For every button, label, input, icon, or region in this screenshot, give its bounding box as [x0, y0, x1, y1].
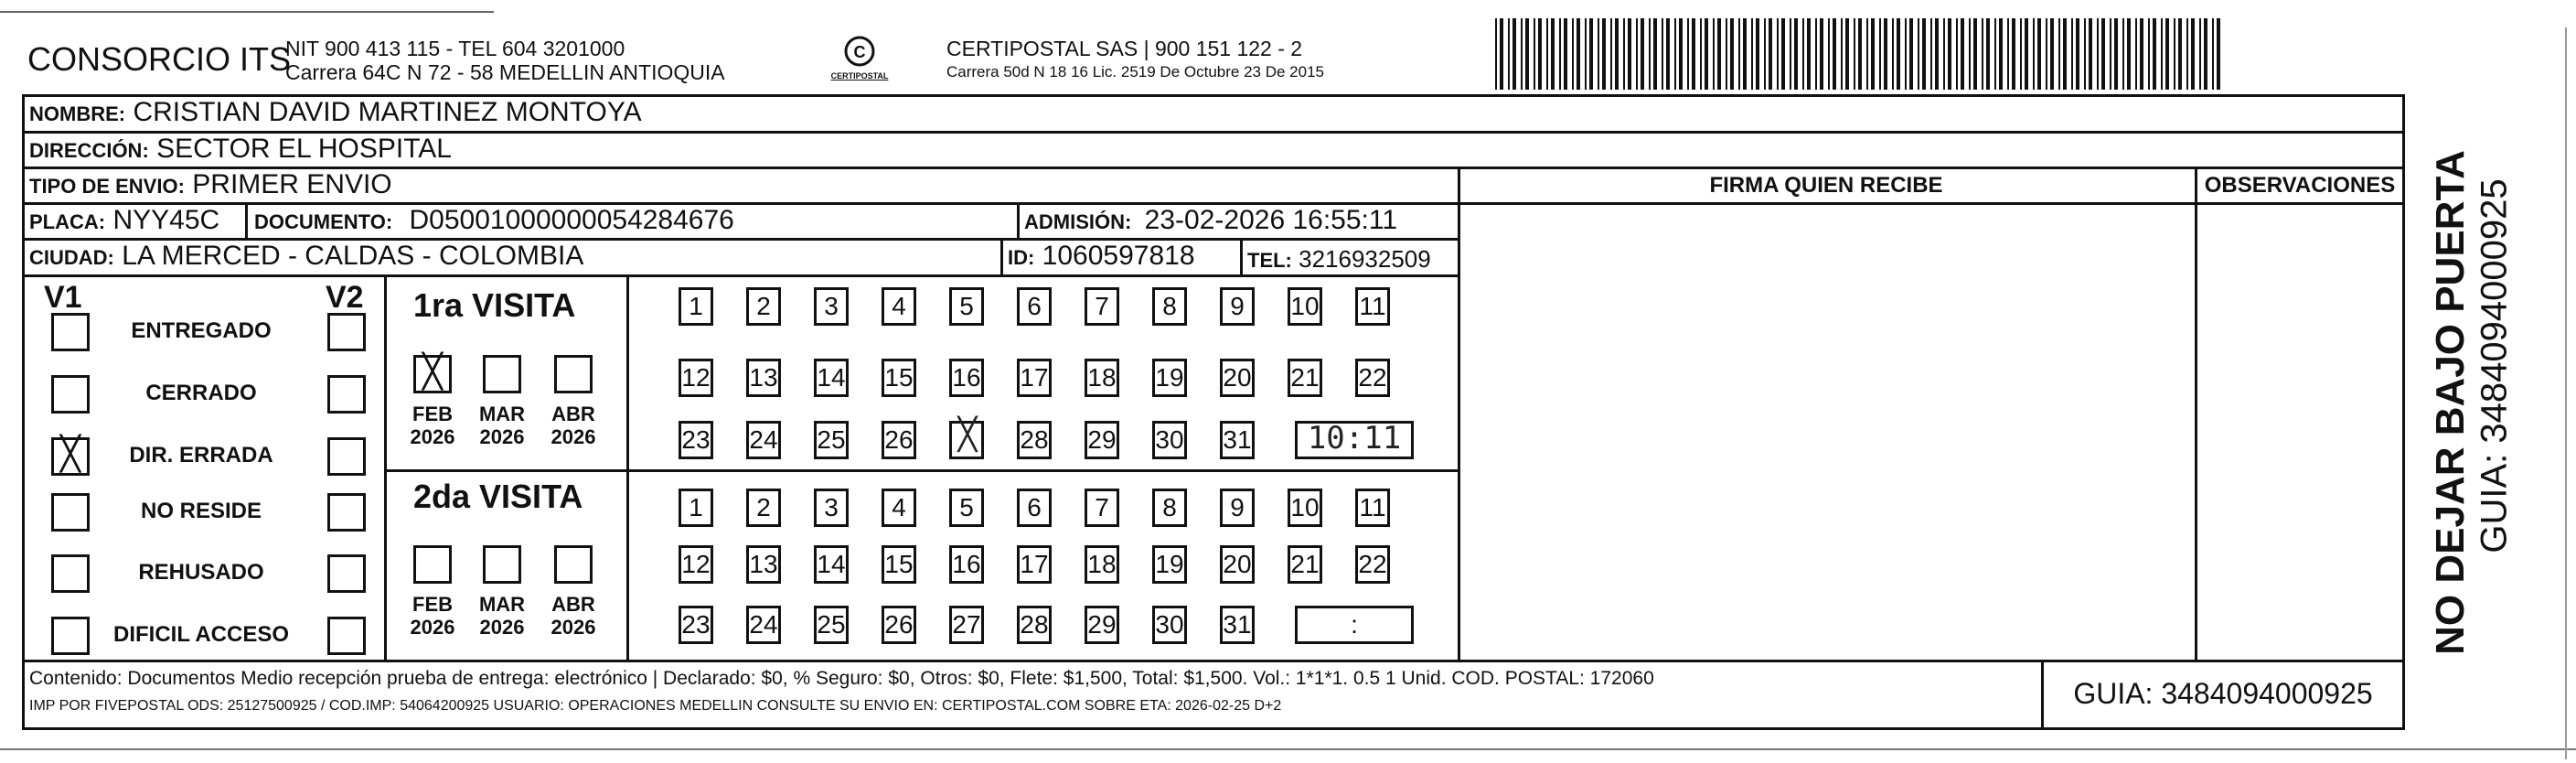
visit2-title: 2da VISITA	[413, 478, 583, 515]
visit1-day-box[interactable]: 1	[679, 287, 713, 326]
cell-divider	[1240, 238, 1243, 274]
barcode-bar	[2127, 18, 2131, 90]
barcode-bar	[2037, 18, 2041, 90]
barcode-bar	[2063, 18, 2067, 90]
visit2-day-box[interactable]: 3	[814, 489, 849, 527]
barcode-bar	[1794, 18, 1798, 90]
admision-label: ADMISIÓN:	[1024, 210, 1132, 233]
status-reason-label: DIFICIL ACCESO	[112, 622, 289, 647]
barcode-bar	[1572, 18, 1574, 90]
direccion-label: DIRECCIÓN:	[29, 139, 149, 162]
visit1-day-box[interactable]: 31	[1220, 421, 1255, 459]
visit1-day-box[interactable]: 5	[949, 287, 984, 326]
firma-header: FIRMA QUIEN RECIBE	[1709, 173, 1943, 198]
v1-checkbox[interactable]	[51, 493, 90, 532]
company-line-2: Carrera 64C N 72 - 58 MEDELLIN ANTIOQUIA	[285, 60, 725, 84]
check-mark: ╳	[422, 353, 443, 391]
barcode-bar	[1585, 18, 1587, 90]
status-reason-label: REHUSADO	[138, 560, 264, 585]
visit1-day-box[interactable]: 30	[1152, 421, 1187, 459]
barcode-bar	[2135, 18, 2137, 90]
barcode-bar	[1764, 18, 1766, 90]
barcode-bar	[1879, 18, 1881, 90]
barcode-bar	[1692, 18, 1695, 90]
observaciones-header: OBSERVACIONES	[2204, 173, 2396, 198]
barcode-bar	[1500, 18, 1503, 90]
visit1-month-label: MAR	[478, 403, 526, 425]
visit2-month-checkbox[interactable]	[483, 545, 521, 584]
placa-label: PLACA:	[29, 210, 106, 233]
visit2-month-checkbox[interactable]	[554, 545, 593, 584]
barcode-bar	[2033, 18, 2035, 90]
barcode-bar	[2110, 18, 2111, 90]
visit1-day-box[interactable]: 2	[746, 287, 781, 326]
footer-guia: GUIA: 3484094000925	[2073, 677, 2373, 710]
barcode-bar	[1982, 18, 1983, 90]
visit1-day-box[interactable]: 29	[1085, 421, 1119, 459]
courier-line-1: CERTIPOSTAL SAS | 900 151 122 - 2	[946, 37, 1303, 60]
barcode-bar	[1969, 18, 1971, 90]
visit1-time-box[interactable]	[1295, 421, 1414, 459]
barcode-bar	[1705, 18, 1708, 90]
visit1-day-box[interactable]: 7	[1085, 287, 1119, 326]
barcode-bar	[1918, 18, 1919, 90]
v1-header: V1	[44, 280, 82, 315]
barcode-bar	[1845, 18, 1849, 90]
ciudad-field	[29, 241, 583, 274]
visit1-day-box[interactable]: 26	[882, 421, 916, 459]
placa-value: NYY45C	[112, 205, 220, 235]
v1-checkbox[interactable]	[51, 313, 90, 351]
barcode-bar	[1828, 18, 1830, 90]
visit2-day-box[interactable]: 23	[679, 606, 713, 644]
visit1-day-box[interactable]: 25	[814, 421, 849, 459]
visit2-day-box[interactable]: 9	[1220, 489, 1255, 527]
barcode-bar	[1495, 18, 1497, 90]
company-line-1: NIT 900 413 115 - TEL 604 3201000	[285, 37, 625, 60]
barcode-bar	[1909, 18, 1913, 90]
visit2-month-label: ABR	[551, 593, 595, 616]
barcode-bar	[2071, 18, 2073, 90]
barcode-bar	[1897, 18, 1900, 90]
barcode-bar	[1577, 18, 1580, 90]
barcode-bar	[2084, 18, 2086, 90]
barcode-bar	[2217, 18, 2220, 90]
barcode-bar	[1610, 18, 1612, 90]
barcode-bar	[1802, 18, 1804, 90]
barcode-bar	[2204, 18, 2207, 90]
visit1-year-label: 2026	[410, 425, 455, 448]
visit1-title: 1ra VISITA	[413, 286, 576, 324]
visit2-day-box[interactable]: 10	[1288, 489, 1322, 527]
visit-month-divider	[626, 274, 629, 662]
observaciones-column-divider	[2195, 167, 2197, 662]
barcode-bar	[2148, 18, 2150, 90]
visit2-day-box[interactable]: 14	[814, 545, 849, 584]
visit1-month-checkbox[interactable]	[483, 355, 521, 393]
barcode-bar	[1521, 18, 1523, 90]
visit2-day-box[interactable]: 22	[1355, 545, 1390, 584]
side-guia: GUIA: 3484094000925	[2474, 178, 2515, 553]
barcode-bar	[1649, 18, 1651, 90]
barcode-bar	[1534, 18, 1535, 90]
tel-field	[1247, 243, 1431, 276]
visit1-day-box[interactable]: 4	[882, 287, 916, 326]
visit2-day-box[interactable]: 2	[746, 489, 781, 527]
barcode-bar	[1994, 18, 1996, 90]
barcode-bar	[1999, 18, 2003, 90]
v2-header: V2	[326, 280, 364, 315]
status-reason-label: DIR. ERRADA	[129, 443, 273, 467]
barcode-bar	[2212, 18, 2214, 90]
cell-divider	[245, 202, 248, 239]
barcode-bar	[2007, 18, 2009, 90]
barcode-bar	[1726, 18, 1727, 90]
barcode-bar	[1512, 18, 1516, 90]
visit2-day-box[interactable]: 15	[882, 545, 916, 584]
visit1-month-checkbox[interactable]	[413, 355, 452, 393]
barcode-bar	[2191, 18, 2195, 90]
visit2-day-box[interactable]: 30	[1152, 606, 1187, 644]
barcode-bar	[1743, 18, 1747, 90]
visit1-month-label: ABR	[551, 403, 595, 425]
handwritten-day-mark: ╳	[957, 416, 978, 453]
cell-divider	[1000, 238, 1003, 274]
direccion-field	[29, 134, 452, 167]
status-column-divider	[384, 274, 387, 662]
barcode-bar	[1730, 18, 1734, 90]
barcode-bar	[2140, 18, 2143, 90]
barcode-bar	[1956, 18, 1958, 90]
barcode-bar	[1905, 18, 1907, 90]
barcode-bar	[2122, 18, 2124, 90]
barcode-bar	[1674, 18, 1676, 90]
visit1-day-box[interactable]: 3	[814, 287, 849, 326]
barcode-bar	[1756, 18, 1759, 90]
visit1-day-box[interactable]: 23	[679, 421, 713, 459]
visit2-year-label: 2026	[550, 616, 596, 639]
barcode-bar	[2153, 18, 2156, 90]
barcode	[1495, 18, 2227, 90]
barcode-bar	[1943, 18, 1945, 90]
barcode-bar	[2186, 18, 2188, 90]
visit2-day-box[interactable]: 29	[1085, 606, 1119, 644]
barcode-bar	[2114, 18, 2118, 90]
nombre-value: CRISTIAN DAVID MARTINEZ MONTOYA	[133, 97, 642, 127]
scan-edge-bottom	[0, 748, 2576, 750]
barcode-bar	[1559, 18, 1561, 90]
visit1-day-box[interactable]: 20	[1220, 359, 1255, 397]
barcode-bar	[2046, 18, 2047, 90]
barcode-bar	[1833, 18, 1836, 90]
barcode-bar	[1662, 18, 1663, 90]
visit2-day-box[interactable]: 1	[679, 489, 713, 527]
visit2-day-box[interactable]: 18	[1085, 545, 1119, 584]
documento-label: DOCUMENTO:	[254, 210, 393, 233]
visit2-year-label: 2026	[479, 616, 525, 639]
side-warning: NO DEJAR BAJO PUERTA	[2428, 150, 2473, 655]
barcode-bar	[1841, 18, 1843, 90]
barcode-bar	[1666, 18, 1670, 90]
barcode-bar	[2161, 18, 2163, 90]
visit1-day-box[interactable]: 21	[1288, 359, 1322, 397]
visit1-day-box[interactable]: 11	[1355, 287, 1390, 326]
row-divider	[22, 274, 1458, 277]
visit1-day-box[interactable]: 28	[1017, 421, 1052, 459]
handwritten-time: 10:11	[1307, 420, 1402, 457]
visit1-day-box[interactable]: 15	[882, 359, 916, 397]
firma-area[interactable]	[1463, 207, 2191, 659]
visit2-day-box[interactable]: 24	[746, 606, 781, 644]
barcode-bar	[1738, 18, 1740, 90]
barcode-bar	[1815, 18, 1817, 90]
barcode-bar	[1973, 18, 1977, 90]
cell-divider	[1017, 202, 1020, 239]
barcode-bar	[2097, 18, 2099, 90]
barcode-bar	[1781, 18, 1785, 90]
barcode-bar	[2174, 18, 2175, 90]
observaciones-area[interactable]	[2200, 207, 2401, 659]
barcode-bar	[1602, 18, 1606, 90]
barcode-bar	[2025, 18, 2028, 90]
barcode-bar	[2165, 18, 2169, 90]
visit1-day-box[interactable]: 10	[1288, 287, 1322, 326]
visit1-day-box[interactable]: 22	[1355, 359, 1390, 397]
barcode-bar	[1790, 18, 1791, 90]
barcode-bar	[1777, 18, 1779, 90]
visit2-day-box[interactable]: 25	[814, 606, 849, 644]
visit2-time-box[interactable]: :	[1295, 606, 1414, 644]
barcode-bar	[1922, 18, 1926, 90]
footer-contenido: Contenido: Documentos Medio recepción prueba de entrega: electrónico | Declarado: $0, % Seguro: $0, Otros: $0, Flete: $1,500, Total: $1,500. Vol.: 1*1*1. 0.5 1 Unid. COD. POSTAL: 172060	[29, 668, 1654, 689]
visit1-month-checkbox[interactable]	[554, 355, 593, 393]
barcode-bar	[1653, 18, 1657, 90]
barcode-bar	[1636, 18, 1638, 90]
v2-checkbox[interactable]	[327, 437, 366, 476]
visit2-year-label: 2026	[410, 616, 455, 639]
tel-value: 3216932509	[1299, 245, 1431, 273]
v2-checkbox[interactable]	[327, 554, 366, 593]
barcode-bar	[2058, 18, 2060, 90]
visit1-day-box[interactable]: 9	[1220, 287, 1255, 326]
visit2-day-box[interactable]: 20	[1220, 545, 1255, 584]
firma-column-divider	[1458, 167, 1460, 662]
visit2-day-box[interactable]: 7	[1085, 489, 1119, 527]
visit2-day-box[interactable]: 19	[1152, 545, 1187, 584]
barcode-bar	[1525, 18, 1529, 90]
barcode-bar	[1598, 18, 1599, 90]
visit2-day-box[interactable]: 27	[949, 606, 984, 644]
visit2-day-box[interactable]: 28	[1017, 606, 1052, 644]
visit1-day-box[interactable]: 16	[949, 359, 984, 397]
visit2-month-checkbox[interactable]	[413, 545, 452, 584]
barcode-bar	[1615, 18, 1619, 90]
footer-imp: IMP POR FIVEPOSTAL ODS: 25127500925 / COD.IMP: 54064200925 USUARIO: OPERACIONES MEDELLIN CONSULTE SU ENVIO EN: CERTIPOSTAL.COM SOBRE ETA: 2026-02-25 D+2	[29, 698, 1282, 714]
visit1-day-box[interactable]: 14	[814, 359, 849, 397]
scan-edge-top	[0, 11, 494, 13]
barcode-bar	[1717, 18, 1721, 90]
barcode-bar	[1508, 18, 1510, 90]
visit2-day-box[interactable]: 6	[1017, 489, 1052, 527]
barcode-bar	[1930, 18, 1932, 90]
id-label: ID:	[1008, 246, 1035, 269]
barcode-bar	[1564, 18, 1567, 90]
columns-header-underline	[1458, 202, 2405, 205]
v2-checkbox[interactable]	[327, 493, 366, 532]
barcode-bar	[2101, 18, 2105, 90]
barcode-bar	[1687, 18, 1689, 90]
nombre-label: NOMBRE:	[29, 102, 126, 125]
tipo-envio-value: PRIMER ENVIO	[192, 169, 392, 199]
barcode-bar	[1884, 18, 1887, 90]
visit1-day-box[interactable]: 13	[746, 359, 781, 397]
id-field	[1008, 241, 1195, 274]
check-mark: ╳	[60, 435, 80, 473]
barcode-bar	[2050, 18, 2054, 90]
admision-field	[1024, 205, 1397, 238]
visit2-day-box[interactable]: 17	[1017, 545, 1052, 584]
visit1-day-box[interactable]: 19	[1152, 359, 1187, 397]
barcode-bar	[1858, 18, 1862, 90]
status-reason-label: CERRADO	[145, 381, 257, 405]
visit2-day-box[interactable]: 4	[882, 489, 916, 527]
barcode-bar	[1961, 18, 1964, 90]
tel-label: TEL:	[1247, 249, 1292, 272]
barcode-bar	[1589, 18, 1593, 90]
ciudad-label: CIUDAD:	[29, 246, 114, 269]
visit1-day-box[interactable]: 18	[1085, 359, 1119, 397]
barcode-bar	[1679, 18, 1683, 90]
barcode-bar	[1866, 18, 1868, 90]
barcode-bar	[1986, 18, 1990, 90]
barcode-bar	[2076, 18, 2079, 90]
barcode-bar	[1948, 18, 1951, 90]
visit2-month-label: MAR	[478, 593, 526, 616]
visit2-day-box[interactable]: 13	[746, 545, 781, 584]
barcode-bar	[1546, 18, 1548, 90]
certipostal-logo	[823, 35, 896, 86]
v1-checkbox[interactable]	[51, 617, 90, 655]
barcode-bar	[1700, 18, 1702, 90]
barcode-bar	[1769, 18, 1772, 90]
visit2-month-label: FEB	[412, 593, 453, 616]
visit1-day-box[interactable]: 24	[746, 421, 781, 459]
courier-line-2: Carrera 50d N 18 16 Lic. 2519 De Octubre 23 De 2015	[946, 63, 1324, 81]
visit2-day-box[interactable]: 26	[882, 606, 916, 644]
barcode-bar	[1854, 18, 1855, 90]
barcode-bar	[1538, 18, 1542, 90]
barcode-bar	[1713, 18, 1715, 90]
v1-checkbox[interactable]	[51, 437, 90, 476]
visit1-year-label: 2026	[550, 425, 596, 448]
visit1-day-box[interactable]: 6	[1017, 287, 1052, 326]
admision-value: 23-02-2026 16:55:11	[1144, 205, 1398, 235]
barcode-bar	[1935, 18, 1939, 90]
status-reason-label: ENTREGADO	[131, 318, 272, 343]
barcode-bar	[1820, 18, 1823, 90]
barcode-bar	[1628, 18, 1631, 90]
visit2-day-box[interactable]: 31	[1220, 606, 1255, 644]
visit1-year-label: 2026	[479, 425, 525, 448]
visit1-day-box[interactable]: 17	[1017, 359, 1052, 397]
ciudad-value: LA MERCED - CALDAS - COLOMBIA	[122, 241, 584, 271]
barcode-bar	[1623, 18, 1625, 90]
barcode-bar	[1641, 18, 1644, 90]
visit2-day-box[interactable]: 16	[949, 545, 984, 584]
direccion-value: SECTOR EL HOSPITAL	[156, 134, 452, 164]
barcode-bar	[1807, 18, 1811, 90]
barcode-bar	[2020, 18, 2022, 90]
status-reason-label: NO RESIDE	[140, 499, 262, 523]
visit2-day-box[interactable]: 5	[949, 489, 984, 527]
v1-checkbox[interactable]	[51, 375, 90, 414]
company-name: CONSORCIO ITS	[27, 40, 292, 78]
barcode-bar	[2089, 18, 2092, 90]
visit2-day-box[interactable]: 11	[1355, 489, 1390, 527]
v2-checkbox[interactable]	[327, 313, 366, 351]
tipo-envio-field	[29, 169, 392, 202]
visit2-day-box[interactable]: 8	[1152, 489, 1187, 527]
barcode-bar	[1751, 18, 1753, 90]
barcode-bar	[1871, 18, 1875, 90]
v2-checkbox[interactable]	[327, 617, 366, 655]
documento-field	[254, 205, 734, 238]
barcode-bar	[2199, 18, 2201, 90]
scan-edge-right	[2565, 27, 2567, 759]
visit1-day-box[interactable]: 12	[679, 359, 713, 397]
nombre-field	[29, 97, 642, 130]
placa-field	[29, 205, 219, 238]
visit2-day-box[interactable]: 12	[679, 545, 713, 584]
barcode-bar	[1551, 18, 1555, 90]
barcode-bar	[2012, 18, 2015, 90]
visit1-month-label: FEB	[412, 403, 453, 425]
visit1-day-box-marked[interactable]	[949, 416, 984, 459]
v2-checkbox[interactable]	[327, 375, 366, 414]
barcode-bar	[1892, 18, 1894, 90]
logo-text: CERTIPOSTAL	[830, 71, 889, 81]
documento-value: D05001000000054284676	[409, 205, 734, 235]
v1-checkbox[interactable]	[51, 554, 90, 593]
visit1-day-box[interactable]: 8	[1152, 287, 1187, 326]
id-value: 1060597818	[1042, 241, 1195, 271]
visit-divider	[384, 469, 1458, 472]
svg-text:C: C	[853, 43, 866, 61]
barcode-bar	[2178, 18, 2182, 90]
tipo-envio-label: TIPO DE ENVIO:	[29, 175, 185, 198]
visit2-day-box[interactable]: 21	[1288, 545, 1322, 584]
